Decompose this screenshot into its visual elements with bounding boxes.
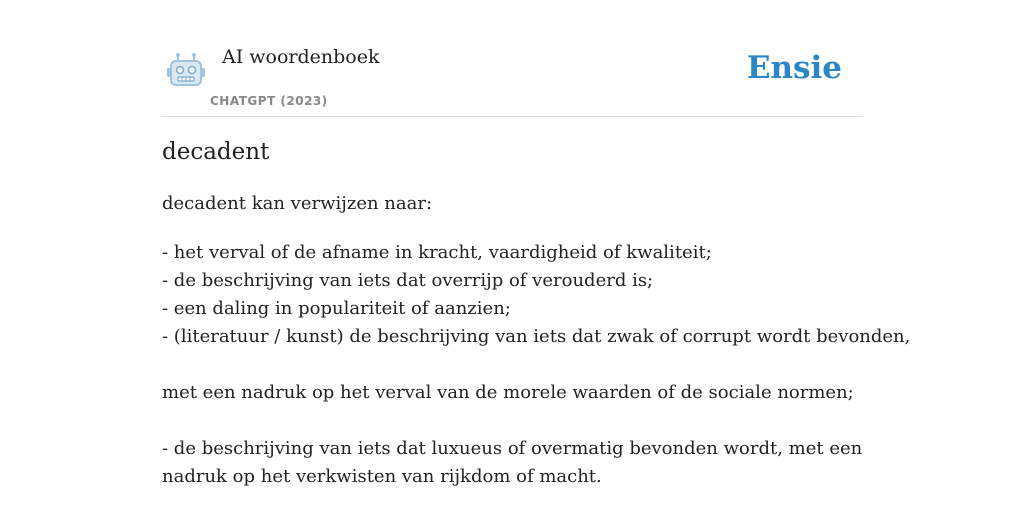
source-subtitle: CHATGPT (2023)	[210, 94, 328, 108]
entry-term: decadent	[162, 139, 270, 165]
definition-blank-line	[162, 407, 862, 435]
source-title[interactable]: AI woordenboek	[222, 46, 380, 68]
robot-icon	[166, 52, 206, 90]
entry-header	[162, 0, 862, 117]
page-container	[162, 0, 911, 487]
definition-line: - de beschrijving van iets dat luxueus of overmatig bevonden wordt, met een	[162, 438, 863, 459]
definition-line: met een nadruk op het verval van de morele waarden of de sociale normen;	[162, 382, 854, 403]
definition-line: - (literatuur / kunst) de beschrijving van iets dat zwak of corrupt wordt bevonden,	[162, 326, 911, 347]
definition-blank-line	[162, 351, 862, 379]
definition-line: - een daling in populariteit of aanzien;	[162, 298, 511, 319]
entry-intro: decadent kan verwijzen naar:	[162, 193, 433, 214]
definition-line: - het verval of de afname in kracht, vaardigheid of kwaliteit;	[162, 242, 712, 263]
definition-line: - de beschrijving van iets dat overrijp of verouderd is;	[162, 270, 654, 291]
entry-definition	[162, 239, 911, 491]
ensie-logo[interactable]: Ensie	[746, 50, 842, 86]
definition-line: nadruk op het verkwisten van rijkdom of macht.	[162, 466, 602, 487]
